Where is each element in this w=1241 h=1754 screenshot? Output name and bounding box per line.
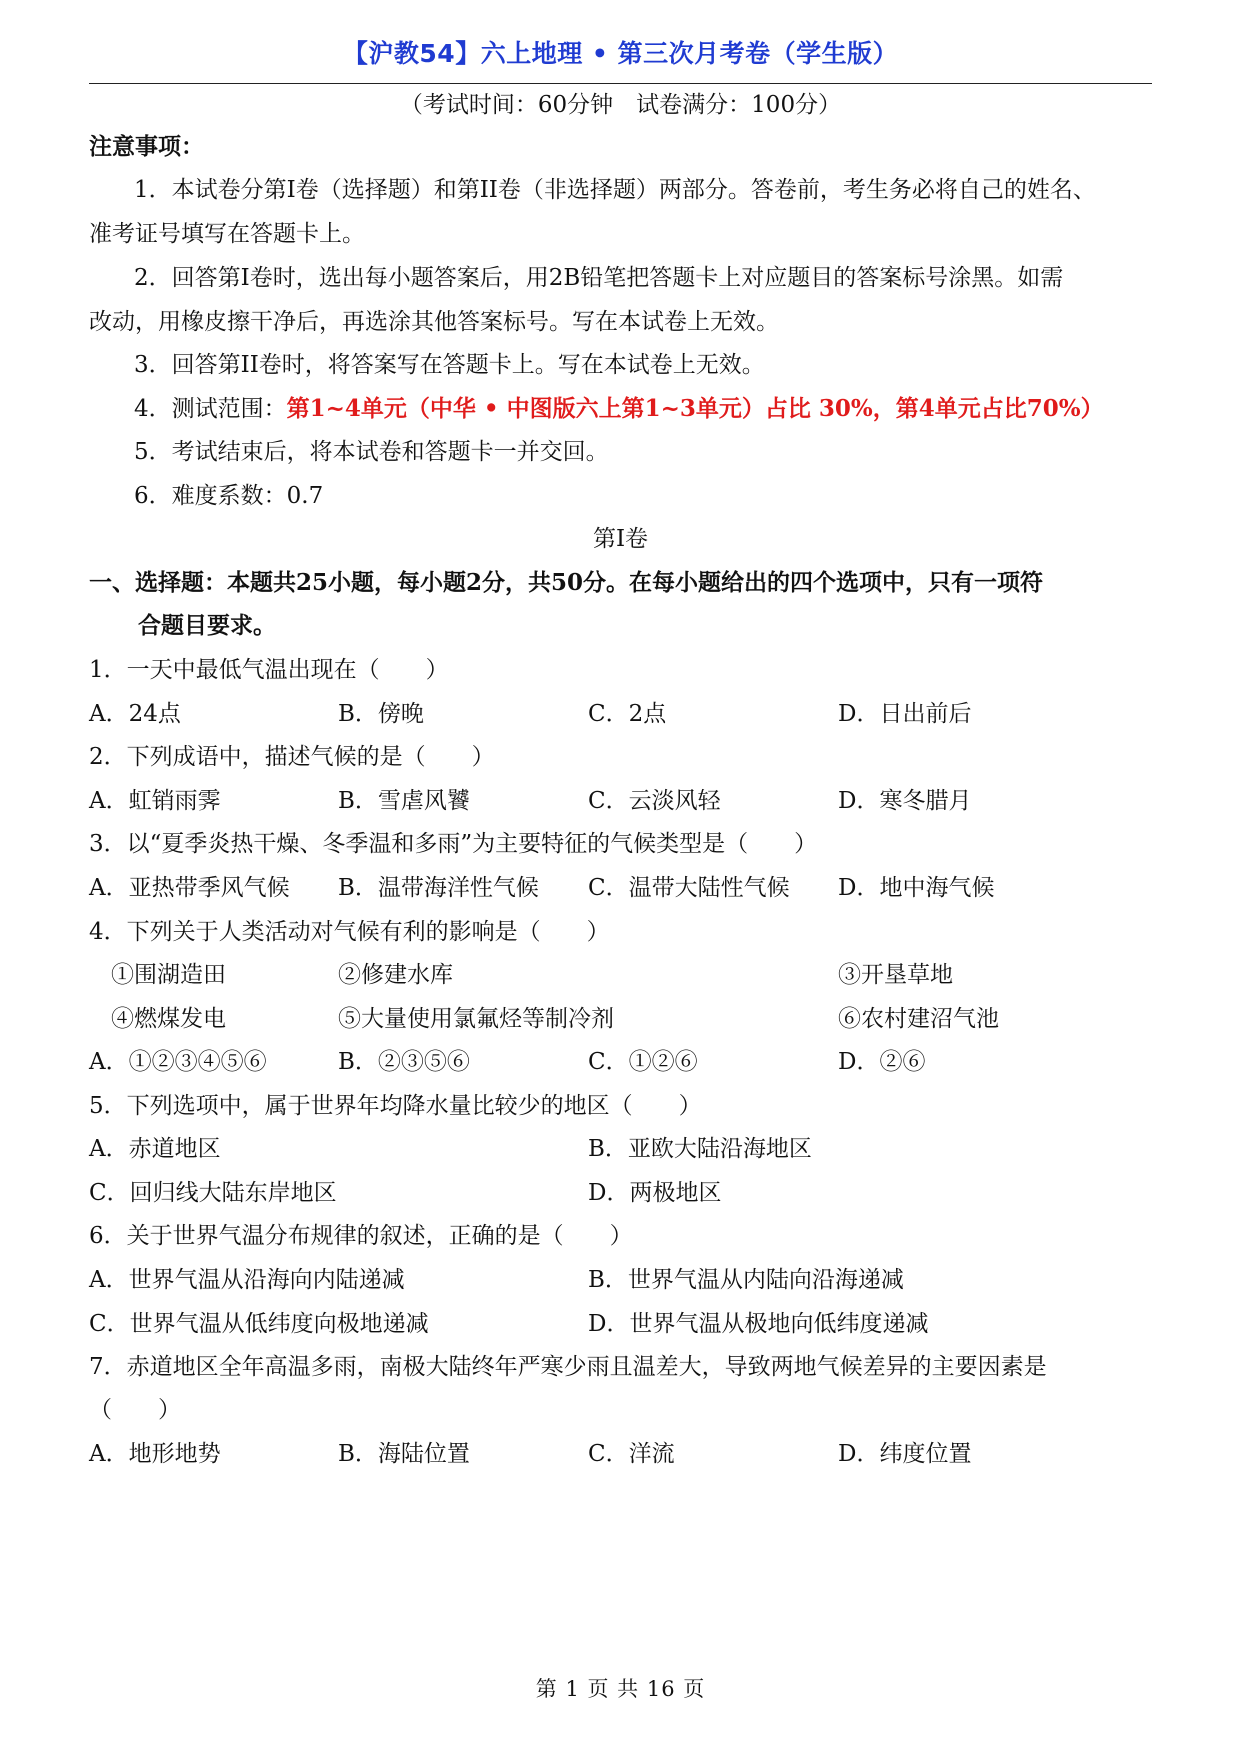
header-divider [89, 83, 1152, 84]
question-4-option-c: C．①②⑥ [588, 1049, 698, 1075]
question-6-stem: 6．关于世界气温分布规律的叙述，正确的是（ ） [89, 1223, 633, 1249]
question-6-option-c: C．世界气温从低纬度向极地递减 [89, 1311, 429, 1337]
question-4-item-3: ③开垦草地 [838, 962, 953, 988]
notice-item-2-line1: 2．回答第I卷时，选出每小题答案后，用2B铅笔把答题卡上对应题目的答案标号涂黑。如需 [134, 265, 1064, 291]
question-5-option-a: A．赤道地区 [89, 1136, 221, 1162]
exam-info: （考试时间：60分钟 试卷满分：100分） [399, 92, 842, 118]
question-6-option-a: A．世界气温从沿海向内陆递减 [89, 1267, 405, 1293]
question-3-option-b: B．温带海洋性气候 [338, 875, 539, 901]
question-3-stem: 3．以“夏季炎热干燥、冬季温和多雨”为主要特征的气候类型是（ ） [89, 831, 818, 857]
notice-item-5: 5．考试结束后，将本试卷和答题卡一并交回。 [134, 439, 609, 465]
question-7-stem: 7．赤道地区全年高温多雨，南极大陆终年严寒少雨且温差大，导致两地气候差异的主要因素是 [89, 1354, 1047, 1380]
question-2-option-c: C．云淡风轻 [588, 788, 721, 814]
question-1-stem: 1．一天中最低气温出现在（ ） [89, 657, 449, 683]
question-4-item-2: ②修建水库 [338, 962, 453, 988]
question-6-option-d: D．世界气温从极地向低纬度递减 [588, 1311, 929, 1337]
question-2-stem: 2．下列成语中，描述气候的是（ ） [89, 744, 495, 770]
notice-item-6: 6．难度系数：0.7 [134, 483, 324, 509]
question-3-option-d: D．地中海气候 [838, 875, 995, 901]
notice-item-2-line2: 改动，用橡皮擦干净后，再选涂其他答案标号。写在本试卷上无效。 [89, 309, 779, 335]
page-header-title: 【沪教54】六上地理 • 第三次月考卷（学生版） [342, 39, 899, 68]
question-2-option-d: D．寒冬腊月 [838, 788, 972, 814]
question-7-answer-paren: （ ） [89, 1397, 181, 1423]
question-4-option-b: B．②③⑤⑥ [338, 1049, 470, 1075]
question-4-item-5: ⑤大量使用氯氟烃等制冷剂 [338, 1006, 614, 1032]
question-7-option-d: D．纬度位置 [838, 1441, 972, 1467]
question-2-option-b: B．雪虐风饕 [338, 788, 470, 814]
notice-item-4 [134, 394, 1104, 424]
question-4-stem: 4．下列关于人类活动对气候有利的影响是（ ） [89, 919, 610, 945]
question-3-option-a: A．亚热带季风气候 [89, 875, 290, 901]
question-5-option-d: D．两极地区 [588, 1180, 722, 1206]
notice-item-1-line2: 准考证号填写在答题卡上。 [89, 221, 365, 247]
question-1-option-c: C．2点 [588, 701, 667, 727]
question-5-stem: 5．下列选项中，属于世界年均降水量比较少的地区（ ） [89, 1093, 702, 1119]
question-7-option-a: A．地形地势 [89, 1441, 221, 1467]
part-one-heading-line2: 合题目要求。 [138, 612, 276, 639]
question-5-option-b: B．亚欧大陆沿海地区 [588, 1136, 812, 1162]
question-4-item-1: ①围湖造田 [111, 962, 226, 988]
part-one-heading-line1: 一、选择题：本题共25小题，每小题2分，共50分。在每小题给出的四个选项中，只有一项符 [89, 569, 1044, 596]
question-7-option-c: C．洋流 [588, 1441, 675, 1467]
page-number: 第 1 页 共 16 页 [535, 1677, 706, 1701]
question-6-option-b: B．世界气温从内陆向沿海递减 [588, 1267, 904, 1293]
notice-heading: 注意事项： [89, 133, 204, 160]
question-2-option-a: A．虹销雨霁 [89, 788, 221, 814]
question-5-option-c: C．回归线大陆东岸地区 [89, 1180, 337, 1206]
question-3-option-c: C．温带大陆性气候 [588, 875, 790, 901]
question-4-item-6: ⑥农村建沼气池 [838, 1006, 999, 1032]
notice-item-4-prefix: 4．测试范围： [134, 396, 287, 422]
question-4-option-a: A．①②③④⑤⑥ [89, 1049, 267, 1075]
notice-item-3: 3．回答第II卷时，将答案写在答题卡上。写在本试卷上无效。 [134, 352, 765, 378]
volume-title: 第I卷 [592, 526, 649, 552]
question-4-option-d: D．②⑥ [838, 1049, 926, 1075]
notice-item-1-line1: 1．本试卷分第I卷（选择题）和第II卷（非选择题）两部分。答卷前，考生务必将自己的姓名、 [134, 177, 1096, 203]
question-4-item-4: ④燃煤发电 [111, 1006, 226, 1032]
test-range-highlight: 第1~4单元（中华 • 中图版六上第1~3单元）占比 30%，第4单元占比70%） [286, 395, 1104, 422]
question-1-option-a: A．24点 [89, 701, 181, 727]
question-1-option-d: D．日出前后 [838, 701, 972, 727]
question-7-option-b: B．海陆位置 [338, 1441, 470, 1467]
question-1-option-b: B．傍晚 [338, 701, 424, 727]
